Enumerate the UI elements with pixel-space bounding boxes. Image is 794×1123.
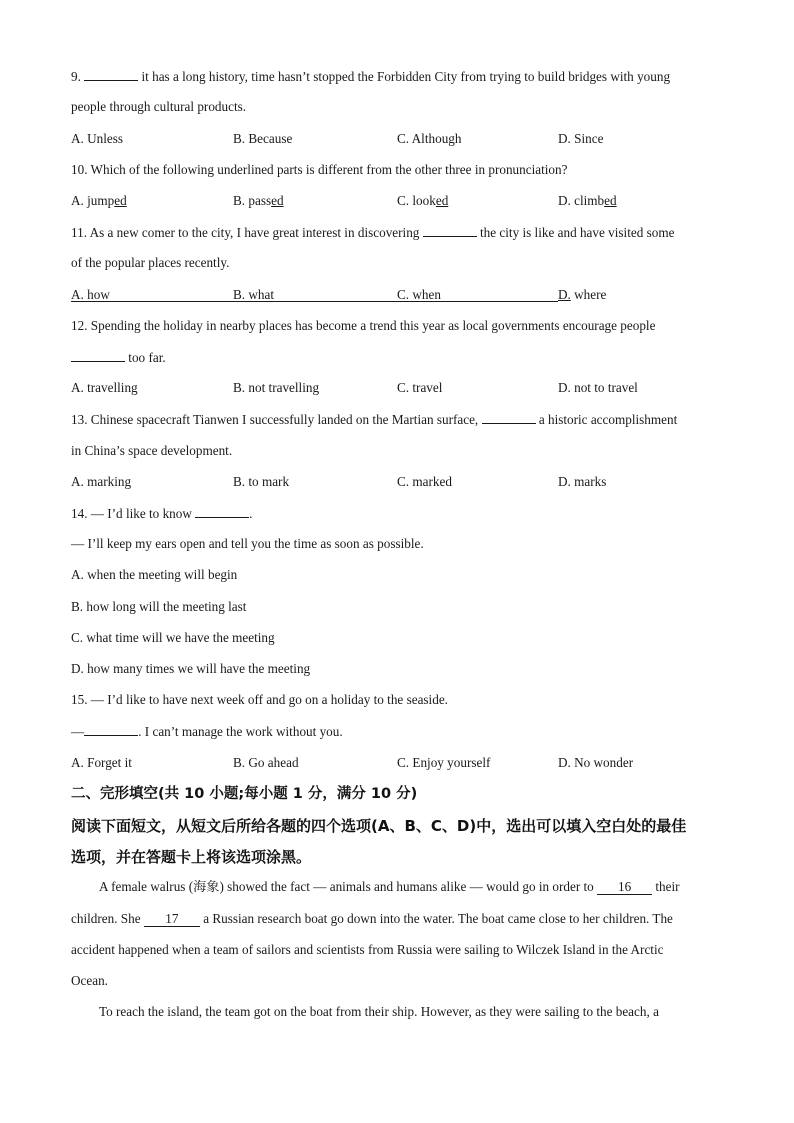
answer-blank-16[interactable]: 16 (597, 880, 652, 895)
question-14-line-1: 14. — I’d like to know . (71, 503, 252, 524)
option-c[interactable]: C. when (397, 285, 558, 302)
question-10-line-1: 10. Which of the following underlined parts is different from the other three in pronunciation? (71, 162, 568, 177)
question-15-line-1: 15. — I’d like to have next week off and go on a holiday to the seaside. (71, 692, 448, 707)
option-a[interactable]: A. travelling (71, 380, 138, 395)
passage-line-5: To reach the island, the team got on the boat from their ship. However, as they were sailing to the beach, a (99, 1004, 659, 1019)
answer-blank[interactable] (84, 66, 138, 81)
option-d[interactable]: D. Since (558, 131, 604, 146)
option-c[interactable]: C. Although (397, 131, 462, 146)
passage-line-3: accident happened when a team of sailors and scientists from Russia were sailing to Wilczek Island in the Arctic (71, 942, 664, 957)
question-10-options (71, 191, 731, 211)
answer-blank[interactable] (195, 503, 249, 518)
option-d[interactable]: D. how many times we will have the meeting (71, 661, 311, 676)
question-11-line-1: 11. As a new comer to the city, I have great interest in discovering the city is like and have visited some (71, 222, 674, 243)
question-13-options (71, 472, 731, 492)
section-title: 二、完形填空(共 10 小题;每小题 1 分，满分 10 分) (71, 786, 418, 802)
question-14-line-2: — I’ll keep my ears open and tell you the time as soon as possible. (71, 536, 424, 551)
option-c[interactable]: C. marked (397, 474, 452, 489)
option-a[interactable]: A. Unless (71, 131, 124, 146)
option-b[interactable]: B. Go ahead (233, 755, 299, 770)
question-13-line-2: in China’s space development. (71, 443, 233, 458)
option-b[interactable]: B. what (233, 285, 397, 302)
option-d[interactable]: D. marks (558, 474, 607, 489)
answer-blank[interactable] (71, 347, 125, 362)
passage-line-4: Ocean. (71, 973, 108, 988)
question-9-options (71, 129, 731, 149)
option-c[interactable]: C. what time will we have the meeting (71, 630, 275, 645)
option-d[interactable]: D. No wonder (558, 755, 634, 770)
option-b[interactable]: B. how long will the meeting last (71, 599, 247, 614)
option-c[interactable]: C. travel (397, 380, 443, 395)
question-9-line-2: people through cultural products. (71, 99, 247, 114)
question-13-line-1: 13. Chinese spacecraft Tianwen I successfully landed on the Martian surface, a historic accomplishment (71, 409, 677, 430)
option-c[interactable]: C. Enjoy yourself (397, 755, 491, 770)
question-11-options (71, 285, 731, 305)
option-d[interactable]: D. climbed (558, 193, 617, 208)
option-c[interactable]: C. looked (397, 193, 449, 208)
passage-line-1: A female walrus (海象) showed the fact — animals and humans alike — would go in order to 16 their (99, 879, 680, 894)
answer-blank[interactable] (482, 409, 536, 424)
section-instructions-line-1: 阅读下面短文，从短文后所给各题的四个选项(A、B、C、D)中，选出可以填入空白处的最佳 (71, 817, 687, 835)
option-b[interactable]: B. Because (233, 131, 293, 146)
question-9-line-1 (71, 66, 670, 87)
question-9-text: it has a long history, time hasn’t stopped the Forbidden City from trying to build bridges with young (138, 69, 671, 84)
answer-blank[interactable] (84, 721, 138, 736)
option-d[interactable]: D. not to travel (558, 380, 638, 395)
question-11-line-2: of the popular places recently. (71, 255, 230, 270)
option-b[interactable]: B. passed (233, 193, 284, 208)
question-15-line-2: — . I can’t manage the work without you. (71, 721, 343, 742)
question-9-number: 9. (71, 69, 81, 84)
passage-line-2: children. She 17 a Russian research boat go down into the water. The boat came close to her children. The (71, 911, 673, 926)
option-b[interactable]: B. not travelling (233, 380, 320, 395)
question-12-options (71, 378, 731, 398)
option-a[interactable]: A. how (71, 285, 233, 302)
option-a[interactable]: A. when the meeting will begin (71, 567, 238, 582)
question-12-line-1: 12. Spending the holiday in nearby places has become a trend this year as local governments encourage people (71, 318, 656, 333)
question-12-line-2: too far. (71, 347, 166, 368)
answer-blank-17[interactable]: 17 (144, 912, 200, 927)
option-a[interactable]: A. jumped (71, 193, 127, 208)
option-d[interactable]: D. where (558, 287, 607, 302)
option-a[interactable]: A. Forget it (71, 755, 132, 770)
question-15-options (71, 753, 731, 773)
option-a[interactable]: A. marking (71, 474, 132, 489)
section-instructions-line-2: 选项，并在答题卡上将该选项涂黑。 (71, 848, 312, 866)
option-b[interactable]: B. to mark (233, 474, 290, 489)
answer-blank[interactable] (423, 222, 477, 237)
